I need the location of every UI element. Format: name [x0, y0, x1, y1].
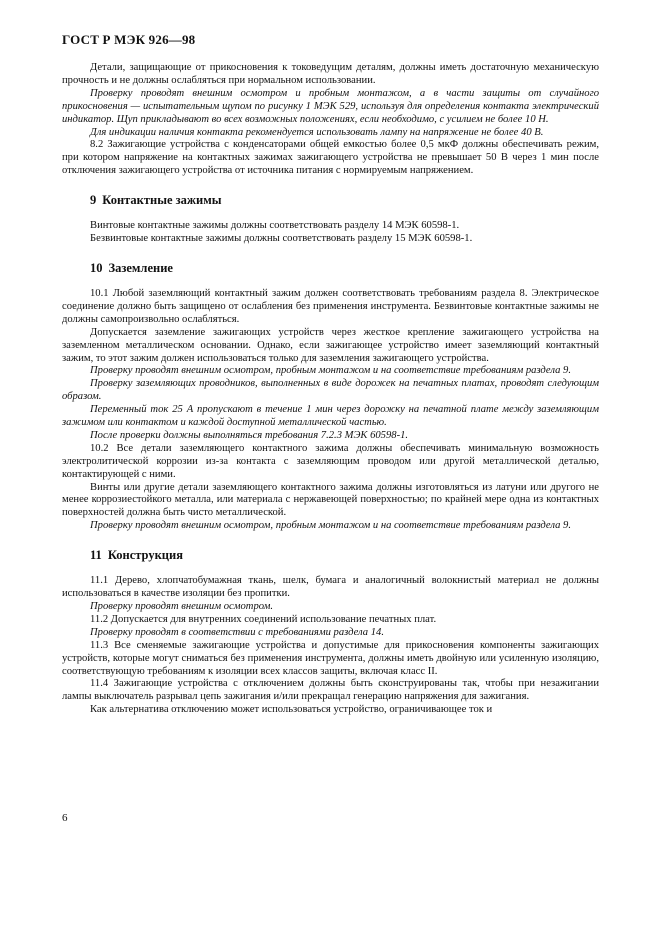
clause-11-1: 11.1 Дерево, хлопчатобумажная ткань, шелк, бумага и аналогичный волокнистый материал не должны использоваться в качестве изоляции без пропитки. — [62, 575, 599, 600]
section-number: 9 — [90, 193, 97, 208]
section-title: Контактные зажимы — [102, 193, 222, 208]
paragraph: Допускается заземление зажигающих устройств через жесткое крепление зажигающего устройства на заземленном металлическом основании. Однако, если зажигающее устройство имеет заземляющий контактный зажим, то этот зажим должен использоваться только для заземления зажигающего устройства. — [62, 326, 599, 364]
paragraph: Как альтернатива отключению может использоваться устройство, ограничивающее ток и — [90, 704, 493, 716]
paragraph: Винты или другие детали заземляющего контактного зажима должны изготовляться из латуни или другого не менее коррозиестойкого металла, или материала с нержавеющей поверхностью; по крайней мере одна из контактных поверхностей должна быть чисто металлической. — [62, 481, 599, 519]
test-paragraph: Для индикации наличия контакта рекомендуется использовать лампу на напряжение не более 40 В. — [90, 126, 544, 138]
section-title: Заземление — [108, 260, 173, 275]
test-paragraph: Переменный ток 25 А пропускают в течение 1 мин через дорожку на печатной плате между заземляющим зажимом или контактом и каждой доступной металлической частью. — [62, 404, 599, 429]
section-heading-9 — [90, 193, 599, 208]
section-heading-10 — [90, 261, 599, 276]
test-paragraph: Проверку проводят внешним осмотром. — [90, 601, 274, 612]
section-number: 11 — [90, 548, 102, 563]
document-header: ГОСТ Р МЭК 926—98 — [62, 32, 196, 47]
paragraph: Безвинтовые контактные зажимы должны соответствовать разделу 15 МЭК 60598-1. — [90, 233, 473, 245]
test-paragraph: Проверку проводят внешним осмотром и пробным монтажом, а в части защиты от случайного прикосновения — испытательным щупом по рисунку 1 МЭК 529, используя для определения контакта электрический индикатор. Щуп прикладывают во всех возможных положениях, если необходимо, с усилием не более 10 Н. — [62, 87, 599, 125]
clause-11-3: 11.3 Все сменяемые зажигающие устройства и допустимые для прикосновения компоненты зажигающих устройств, которые могут сниматься без применения инструмента, должны иметь двойную или усиленную изоляцию, соответствующую требованиям к изоляции всех классов защиты, включая класс II. — [62, 639, 599, 677]
clause-8-2: 8.2 Зажигающие устройства с конденсаторами общей емкостью более 0,5 мкФ должны обеспечивать режим, при котором напряжение на контактных зажимах зажигающего устройства не превышает 50 В через 1 мин после отключения зажигающего устройства от источника питания с нормируемым напряжением. — [62, 139, 599, 177]
paragraph: Детали, защищающие от прикосновения к токоведущим деталям, должны иметь достаточную механическую прочность и не должны ослабляться при нормальном использовании. — [62, 62, 599, 86]
clause-11-2: 11.2 Допускается для внутренних соединений использование печатных плат. — [90, 613, 437, 625]
clause-10-1: 10.1 Любой заземляющий контактный зажим должен соответствовать требованиям раздела 8. Электрическое соединение должно быть защищено от ослабления без применения инструмента. Безвинтовые контактные зажимы не должны самопроизвольно ослабляться. — [62, 287, 599, 325]
test-paragraph: После проверки должны выполняться требования 7.2.3 МЭК 60598-1. — [90, 429, 409, 441]
section-title: Конструкция — [107, 548, 183, 563]
test-paragraph: Проверку проводят внешним осмотром, пробным монтажом и на соответствие требованиям раздела 9. — [90, 365, 572, 377]
clause-10-2: 10.2 Все детали заземляющего контактного зажима должны обеспечивать минимальную возможность электролитической коррозии из-за контакта с заземляющим проводом или другой металлической деталью, контактирующей с ними. — [62, 442, 599, 480]
document-page — [62, 32, 599, 717]
section-number: 10 — [90, 260, 103, 275]
page-number: 6 — [62, 812, 68, 824]
test-paragraph: Проверку проводят внешним осмотром, пробным монтажом и на соответствие требованиям раздела 9. — [90, 520, 572, 532]
test-paragraph: Проверку проводят в соответствии с требованиями раздела 14. — [90, 626, 384, 638]
section-heading-11 — [90, 548, 599, 563]
test-paragraph: Проверку заземляющих проводников, выполненных в виде дорожек на печатных платах, проводят следующим образом. — [62, 378, 599, 403]
clause-11-4: 11.4 Зажигающие устройства с отключением должны быть сконструированы так, чтобы при незажигании лампы выключатель разрывал цепь зажигания и/или прекращал генерацию напряжения для зажигания. — [62, 678, 599, 703]
paragraph: Винтовые контактные зажимы должны соответствовать разделу 14 МЭК 60598-1. — [90, 220, 460, 232]
